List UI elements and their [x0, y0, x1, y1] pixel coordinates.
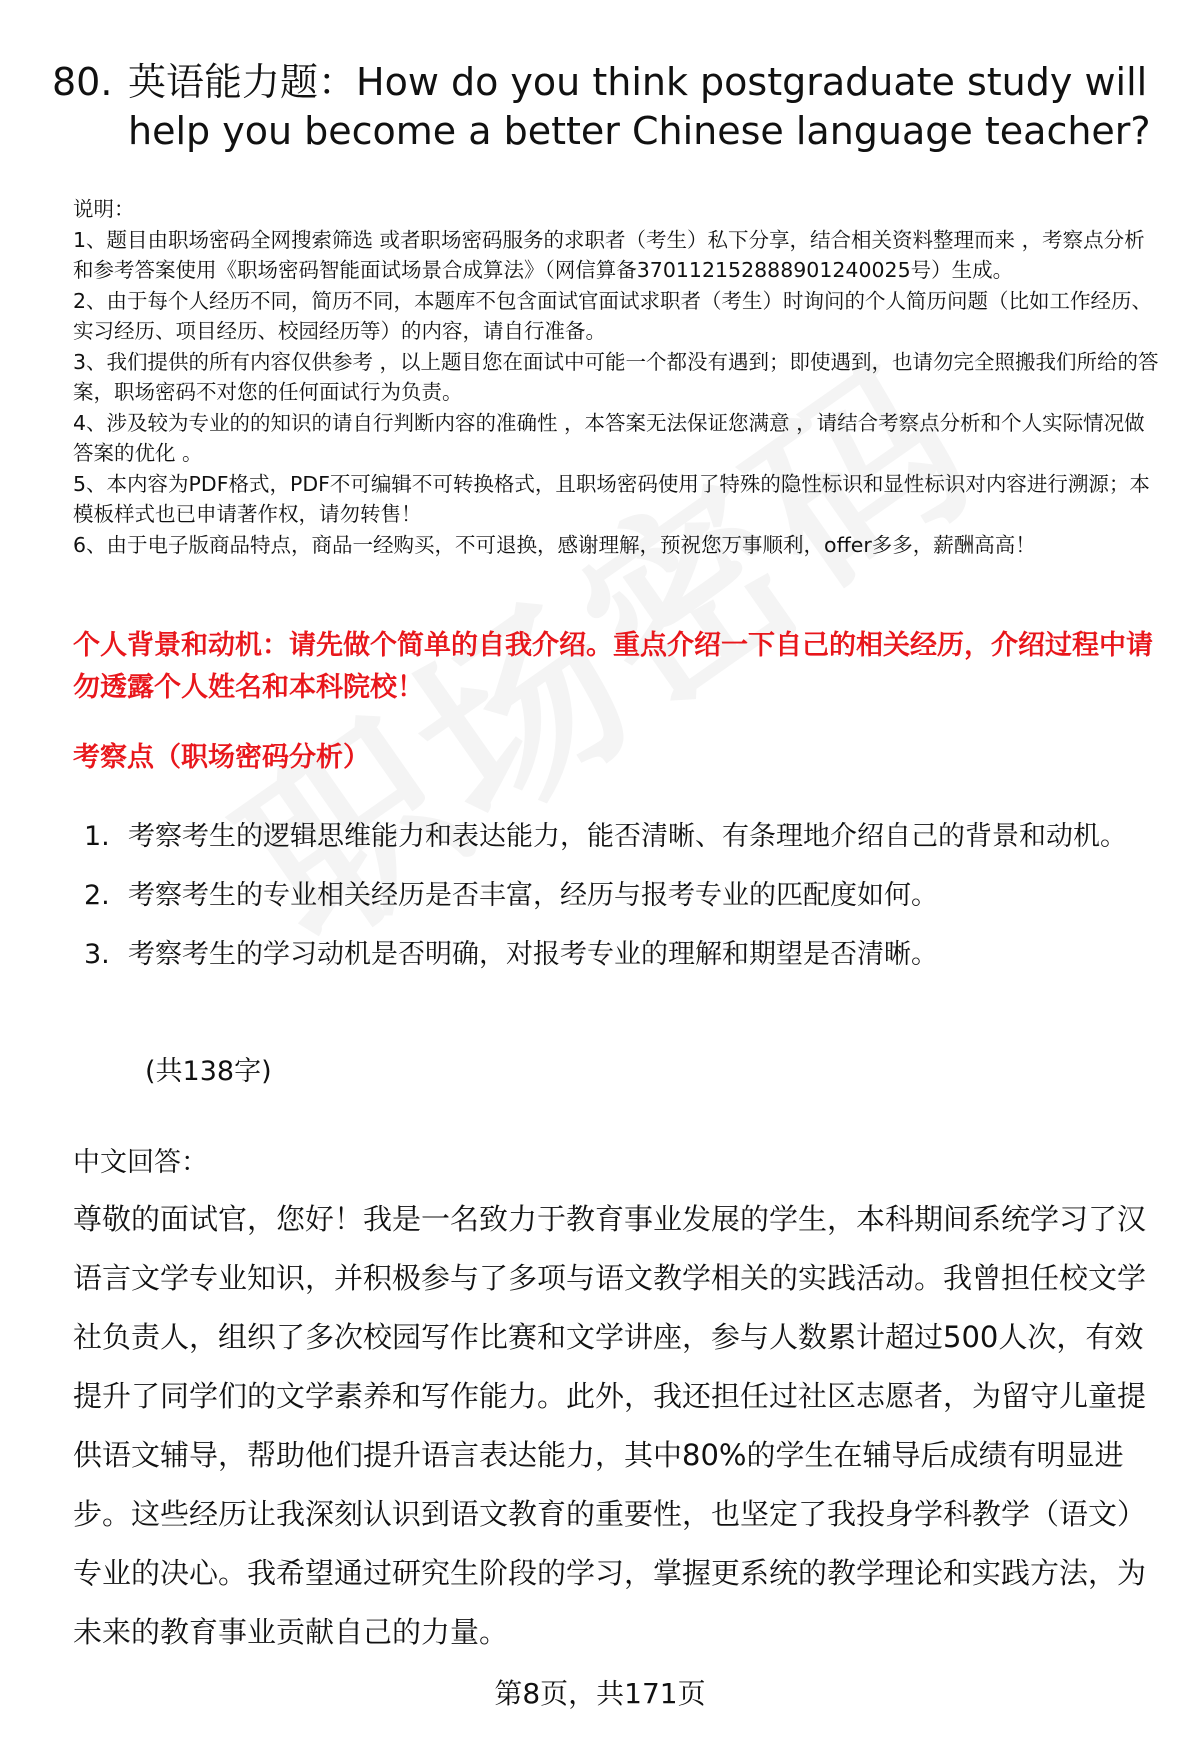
background-heading: 个人背景和动机：请先做个简单的自我介绍。重点介绍一下自己的相关经历，介绍过程中请勿透露个人姓名和本科院校！: [73, 630, 1153, 703]
point-text: 考察考生的专业相关经历是否丰富，经历与报考专业的匹配度如何。: [128, 880, 938, 911]
point-number: 3.: [84, 939, 110, 970]
note-item: 5、本内容为PDF格式，PDF不可编辑不可转换格式，且职场密码使用了特殊的隐性标识和显性标识对内容进行溯源；本模板样式也已申请著作权，请勿转售！: [73, 471, 1150, 526]
answer-text: 尊敬的面试官，您好！我是一名致力于教育事业发展的学生，本科期间系统学习了汉语言文学专业知识，并积极参与了多项与语文教学相关的实践活动。我曾担任校文学社负责人，组织了多次校园写作比赛和文学讲座，参与人数累计超过500人次，有效提升了同学们的文学素养和写作能力。此外，我还担任过社区志愿者，为留守儿童提供语文辅导，帮助他们提升语言表达能力，其中80%的学生在辅导后成绩有明显进步。这些经历让我深刻认识到语文教育的重要性，也坚定了我投身学科教学（语文）专业的决心。我希望通过研究生阶段的学习，掌握更系统的教学理论和实践方法，为未来的教育事业贡献自己的力量。: [73, 1202, 1147, 1649]
page-footer: 第8页，共171页: [494, 1677, 706, 1710]
list-item: [84, 925, 1144, 984]
notes-label: 说明：: [73, 197, 135, 221]
point-number: 1.: [84, 821, 110, 852]
question-text: 英语能力题：How do you think postgraduate study will help you become a better Chinese language teacher?: [128, 60, 1151, 153]
point-number: 2.: [84, 880, 110, 911]
word-count: (共138字): [145, 1056, 272, 1087]
point-text: 考察考生的学习动机是否明确，对报考专业的理解和期望是否清晰。: [128, 939, 938, 970]
note-item: 4、涉及较为专业的的知识的请自行判断内容的准确性 ，本答案无法保证您满意 ，请结合考察点分析和个人实际情况做答案的优化 。: [73, 410, 1145, 465]
note-item: 1、题目由职场密码全网搜索筛选 或者职场密码服务的求职者（考生）私下分享，结合相关资料整理而来 ，考察点分析和参考答案使用《职场密码智能面试场景合成算法》（网信算备370112152888901240025号）生成。: [73, 227, 1145, 282]
answer-label: 中文回答：: [73, 1147, 208, 1178]
analysis-points: [84, 807, 1144, 984]
list-item: [84, 807, 1144, 866]
notes-section: [73, 194, 1163, 560]
list-item: [84, 866, 1144, 925]
point-text: 考察考生的逻辑思维能力和表达能力，能否清晰、有条理地介绍自己的背景和动机。: [128, 821, 1127, 852]
question-title: [52, 58, 1172, 156]
note-item: 6、由于电子版商品特点，商品一经购买，不可退换，感谢理解，预祝您万事顺利，offer多多，薪酬高高！: [73, 532, 1036, 557]
question-number: 80.: [52, 60, 113, 104]
analysis-heading: 考察点（职场密码分析）: [73, 742, 370, 773]
note-item: 3、我们提供的所有内容仅供参考 ，以上题目您在面试中可能一个都没有遇到；即使遇到，也请勿完全照搬我们所给的答案，职场密码不对您的任何面试行为负责。: [73, 349, 1159, 404]
note-item: 2、由于每个人经历不同，简历不同，本题库不包含面试官面试求职者（考生）时询问的个人简历问题（比如工作经历、实习经历、项目经历、校园经历等）的内容，请自行准备。: [73, 288, 1153, 343]
